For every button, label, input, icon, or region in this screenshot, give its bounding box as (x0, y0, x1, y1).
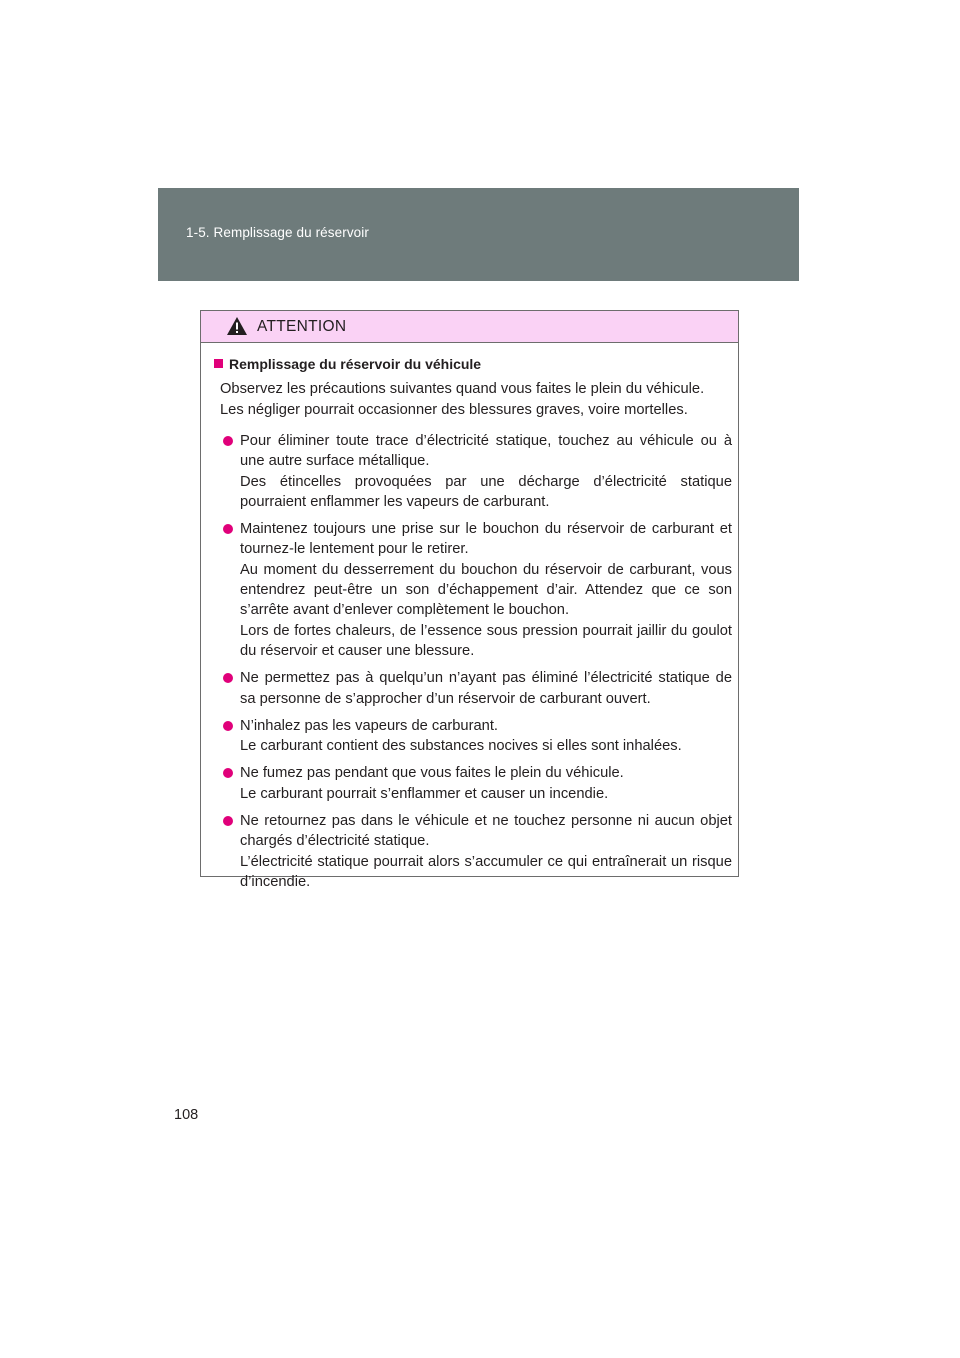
precaution-text: Ne permettez pas à quelqu’un n’ayant pas éliminé l’électricité statique de sa personne de s’approcher d’un réservoir de carburant ouvert. (240, 670, 732, 707)
page-number: 108 (174, 1107, 199, 1123)
bullet-dot-icon (223, 816, 233, 826)
precaution-item (214, 431, 732, 512)
precaution-text: Lors de fortes chaleurs, de l’essence sous pression pourrait jaillir du goulot du réservoir et causer une blessure. (240, 622, 732, 659)
precaution-text: Pour éliminer toute trace d’électricité statique, touchez au véhicule ou à une autre surface métallique. (240, 433, 732, 470)
warning-triangle-icon (226, 316, 248, 336)
precaution-text: Ne fumez pas pendant que vous faites le plein du véhicule. (240, 765, 624, 782)
warning-body (201, 343, 738, 892)
precaution-text: N’inhalez pas les vapeurs de carburant. (240, 717, 498, 734)
precaution-item (214, 716, 732, 757)
precaution-list (214, 431, 732, 892)
precaution-item (214, 519, 732, 661)
warning-box (200, 310, 739, 890)
precaution-text: Le carburant pourrait s’enflammer et causer un incendie. (240, 785, 609, 802)
bullet-dot-icon (223, 673, 233, 683)
warning-label: ATTENTION (257, 318, 347, 335)
warning-header (201, 311, 738, 343)
bullet-dot-icon (223, 436, 233, 446)
section-title: 1-5. Remplissage du réservoir (186, 225, 369, 240)
warning-subheading (214, 353, 732, 374)
bullet-dot-icon (223, 524, 233, 534)
precaution-text: Des étincelles provoquées par une décharge d’électricité statique pourraient enflammer les vapeurs de carburant. (240, 473, 732, 510)
square-bullet-icon (214, 359, 223, 368)
intro-line: Observez les précautions suivantes quand vous faites le plein du véhicule. (220, 381, 705, 397)
bullet-dot-icon (223, 768, 233, 778)
precaution-item (214, 668, 732, 709)
precaution-text: Ne retournez pas dans le véhicule et ne touchez personne ni aucun objet chargés d’électricité statique. (240, 813, 732, 850)
precaution-text: Au moment du desserrement du bouchon du réservoir de carburant, vous entendrez peut-être un son d’échappement d’air. Attendez que ce son s’arrête avant d’enlever complètement le bouchon. (240, 561, 732, 619)
precaution-item (214, 811, 732, 892)
precaution-item (214, 763, 732, 804)
precaution-text: L’électricité statique pourrait alors s’accumuler ce qui entraînerait un risque d’incendie. (240, 853, 732, 890)
section-header (158, 188, 799, 281)
precaution-text: Le carburant contient des substances nocives si elles sont inhalées. (240, 738, 682, 755)
intro-line: Les négliger pourrait occasionner des blessures graves, voire mortelles. (220, 401, 688, 418)
intro-text (220, 379, 732, 420)
precaution-text: Maintenez toujours une prise sur le bouchon du réservoir de carburant et tournez-le lentement pour le retirer. (240, 521, 732, 558)
subheading-text: Remplissage du réservoir du véhicule (229, 355, 482, 372)
bullet-dot-icon (223, 721, 233, 731)
